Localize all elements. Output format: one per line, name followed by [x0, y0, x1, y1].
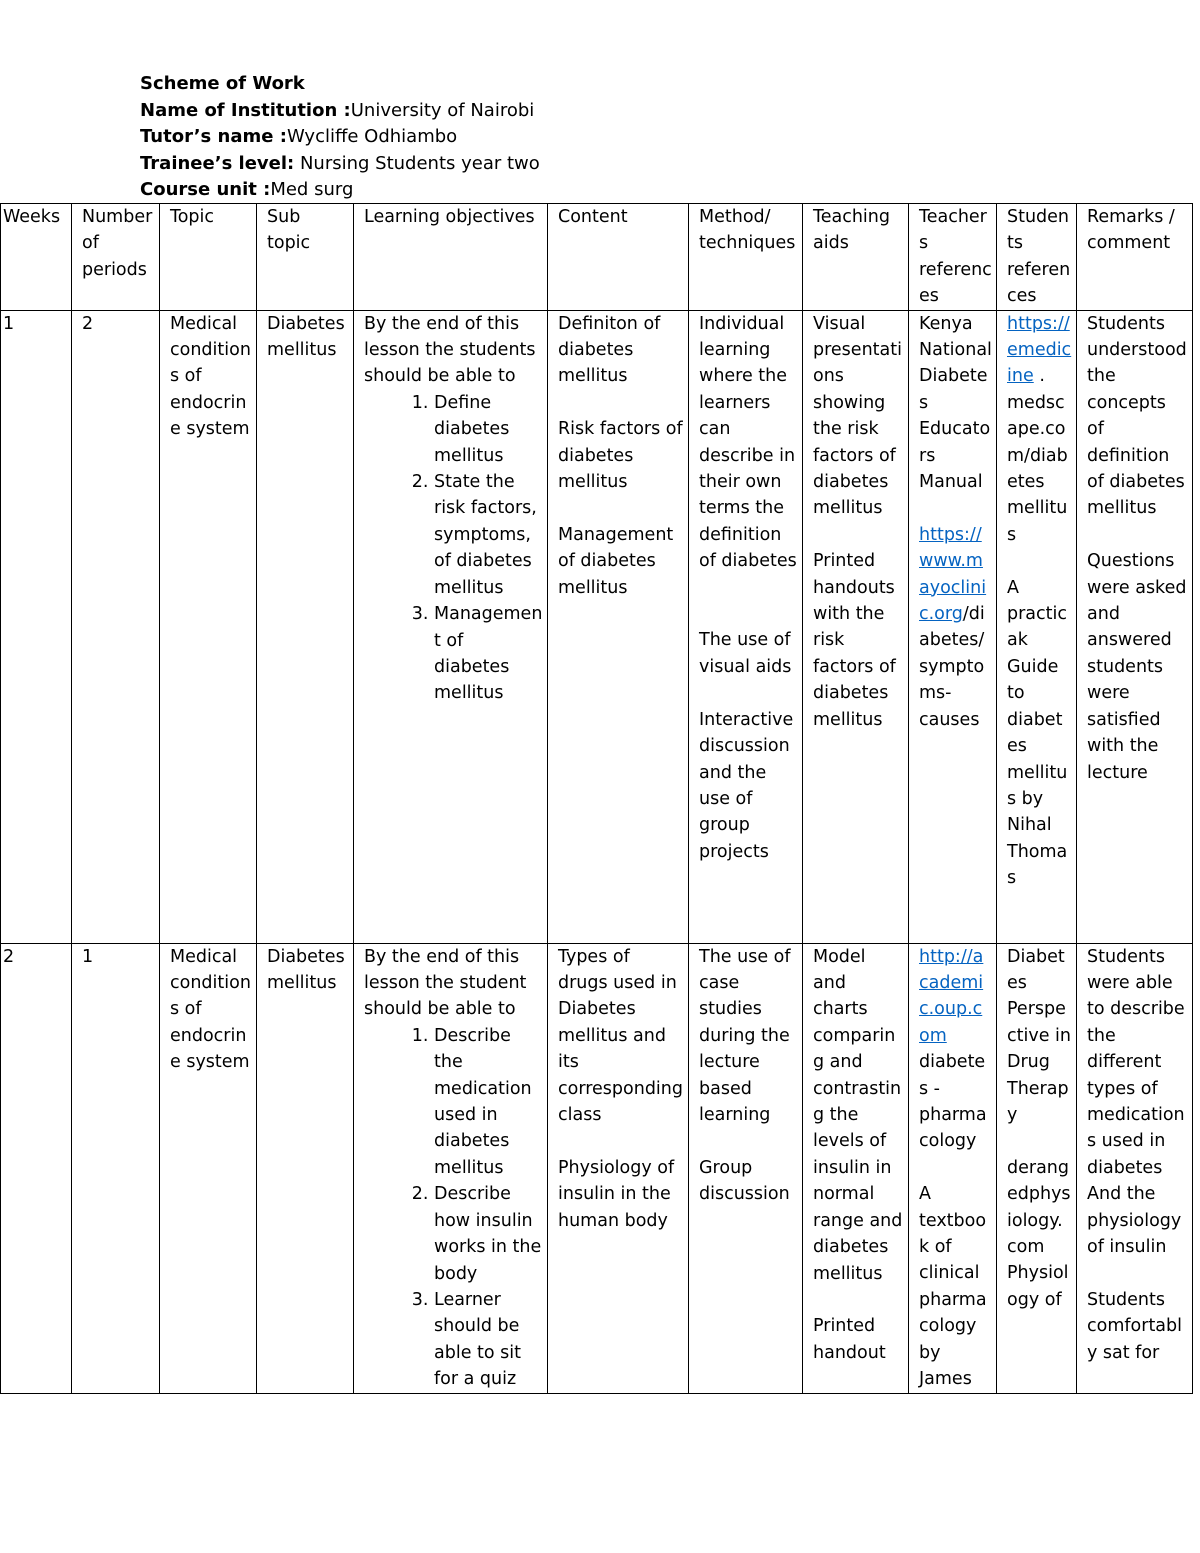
remark-item: Students were able to describe the different types of medications used in diabetes And the physiology of insulin: [1087, 946, 1185, 1258]
header-method: Method/ techniques: [689, 204, 803, 311]
teacher-ref-link[interactable]: http://academic.oup.com: [919, 946, 984, 1046]
objectives-intro: By the end of this lesson the students should be able to: [364, 313, 536, 387]
tutor-label: Tutor’s name :: [140, 126, 287, 147]
cell-remarks: [1077, 943, 1193, 1393]
cell-aids: [803, 310, 909, 943]
objective-item: 2. Describe how insulin works in the body: [434, 1181, 543, 1287]
teacher-ref-block: [919, 944, 992, 1155]
teacher-ref-link[interactable]: https://www.mayoclinic.org: [919, 524, 987, 625]
table-row: [1, 943, 1193, 1393]
cell-subtopic: Diabetes mellitus: [257, 310, 354, 943]
tutor-value: Wycliffe Odhiambo: [286, 126, 458, 147]
content-item: Management of diabetes mellitus: [558, 524, 674, 598]
cell-method: [689, 943, 803, 1393]
cell-objectives: [354, 310, 548, 943]
header-remarks: Remarks / comment: [1077, 204, 1193, 311]
objective-item: 1. Describe the medication used in diabetes mellitus: [434, 1023, 543, 1181]
teacher-ref-path: /diabetes/symptoms-causes: [919, 604, 985, 730]
objectives-list: [364, 1023, 543, 1393]
header-topic: Topic: [160, 204, 257, 311]
tutor-line: [140, 124, 540, 151]
method-item: Interactive discussion and the use of group projects: [699, 709, 794, 862]
cell-content: [548, 943, 689, 1393]
aid-item: Printed handout: [813, 1316, 886, 1363]
student-ref-path: . medscape.com/diabetes mellitus: [1007, 366, 1068, 545]
cell-method: [689, 310, 803, 943]
cell-topic: Medical conditions of endocrine system: [160, 943, 257, 1393]
scheme-of-work-table: [0, 203, 1193, 1394]
cell-weeks: 2: [1, 943, 72, 1393]
cell-periods: 1: [72, 943, 160, 1393]
header-aids: Teaching aids: [803, 204, 909, 311]
content-item: Risk factors of diabetes mellitus: [558, 419, 683, 493]
content-item: Physiology of insulin in the human body: [558, 1157, 675, 1231]
objectives-list: [364, 390, 543, 707]
objective-item: 3. Management of diabetes mellitus: [434, 601, 543, 707]
cell-objectives: [354, 943, 548, 1393]
header-periods: Number of periods: [72, 204, 160, 311]
objective-item: 1. Define diabetes mellitus: [434, 390, 543, 469]
institution-label: Name of Institution :: [140, 99, 351, 121]
student-ref-text: Diabetes Perspective in Drug Therapy: [1007, 946, 1071, 1126]
cell-student-refs: [997, 310, 1077, 943]
aid-item: Printed handouts with the risk factors of diabetes mellitus: [813, 551, 896, 730]
remark-item: Questions were asked and answered students were satisfied with the lecture: [1087, 551, 1187, 783]
course-line: [140, 177, 540, 204]
objective-item: 3. Learner should be able to sit for a quiz: [434, 1287, 543, 1393]
teacher-ref-text: A textbook of clinical pharmacology by James: [919, 1184, 987, 1390]
header-student-refs: Students references: [997, 204, 1077, 311]
method-item: The use of case studies during the lecture based learning: [699, 946, 791, 1126]
teacher-ref-text: Kenya National Diabetes Educators Manual: [919, 313, 992, 493]
cell-teacher-refs: [909, 943, 997, 1393]
header-objectives: Learning objectives: [354, 204, 548, 311]
document-header: [140, 71, 540, 204]
cell-weeks: 1: [1, 310, 72, 943]
course-label: Course unit :: [140, 179, 271, 200]
method-item: Group discussion: [699, 1157, 790, 1205]
teacher-ref-path: diabetes - pharmacology: [919, 1052, 987, 1152]
cell-subtopic: Diabetes mellitus: [257, 943, 354, 1393]
institution-value: University of Nairobi: [350, 99, 535, 121]
header-weeks: Weeks: [1, 204, 72, 311]
student-ref-text: A practicak Guide to diabetes mellitus by Nihal Thomas: [1007, 577, 1068, 889]
objectives-intro: By the end of this lesson the student should be able to: [364, 946, 527, 1020]
header-content: Content: [548, 204, 689, 311]
cell-periods: 2: [72, 310, 160, 943]
trainee-value: Nursing Students year two: [294, 152, 540, 174]
student-ref-link[interactable]: https://emedicine: [1007, 313, 1072, 387]
aid-item: Visual presentations showing the risk factors of diabetes mellitus: [813, 313, 902, 519]
cell-remarks: [1077, 310, 1193, 943]
teacher-ref-block: [919, 522, 992, 733]
header-subtopic: Sub topic: [257, 204, 354, 311]
institution-line: [140, 98, 540, 125]
student-ref-block: [1007, 311, 1072, 549]
aid-item: Model and charts comparing and contrasting the levels of insulin in normal range and diabetes mellitus: [813, 946, 903, 1284]
cell-teacher-refs: [909, 310, 997, 943]
course-value: Med surg: [270, 179, 354, 200]
header-teacher-refs: Teachers references: [909, 204, 997, 311]
trainee-label: Trainee’s level:: [140, 152, 295, 174]
content-item: Types of drugs used in Diabetes mellitus and its corresponding class: [558, 946, 683, 1126]
trainee-line: [140, 151, 540, 178]
cell-aids: [803, 943, 909, 1393]
remark-item: Students understood the concepts of definition of diabetes mellitus: [1087, 313, 1187, 519]
table-header-row: [1, 204, 1193, 311]
cell-student-refs: [997, 943, 1077, 1393]
cell-topic: Medical conditions of endocrine system: [160, 310, 257, 943]
method-item: Individual learning where the learners can describe in their own terms the definition of diabetes: [699, 313, 797, 572]
document-title: Scheme of Work: [140, 73, 305, 94]
content-item: Definiton of diabetes mellitus: [558, 313, 661, 387]
remark-item: Students comfortably sat for: [1087, 1289, 1182, 1363]
objective-item: 2. State the risk factors, symptoms, of diabetes mellitus: [434, 469, 543, 601]
student-ref-text: derangedphysiology.com Physiology of: [1007, 1157, 1071, 1310]
method-item: The use of visual aids: [699, 630, 792, 677]
cell-content: [548, 310, 689, 943]
table-row: [1, 310, 1193, 943]
